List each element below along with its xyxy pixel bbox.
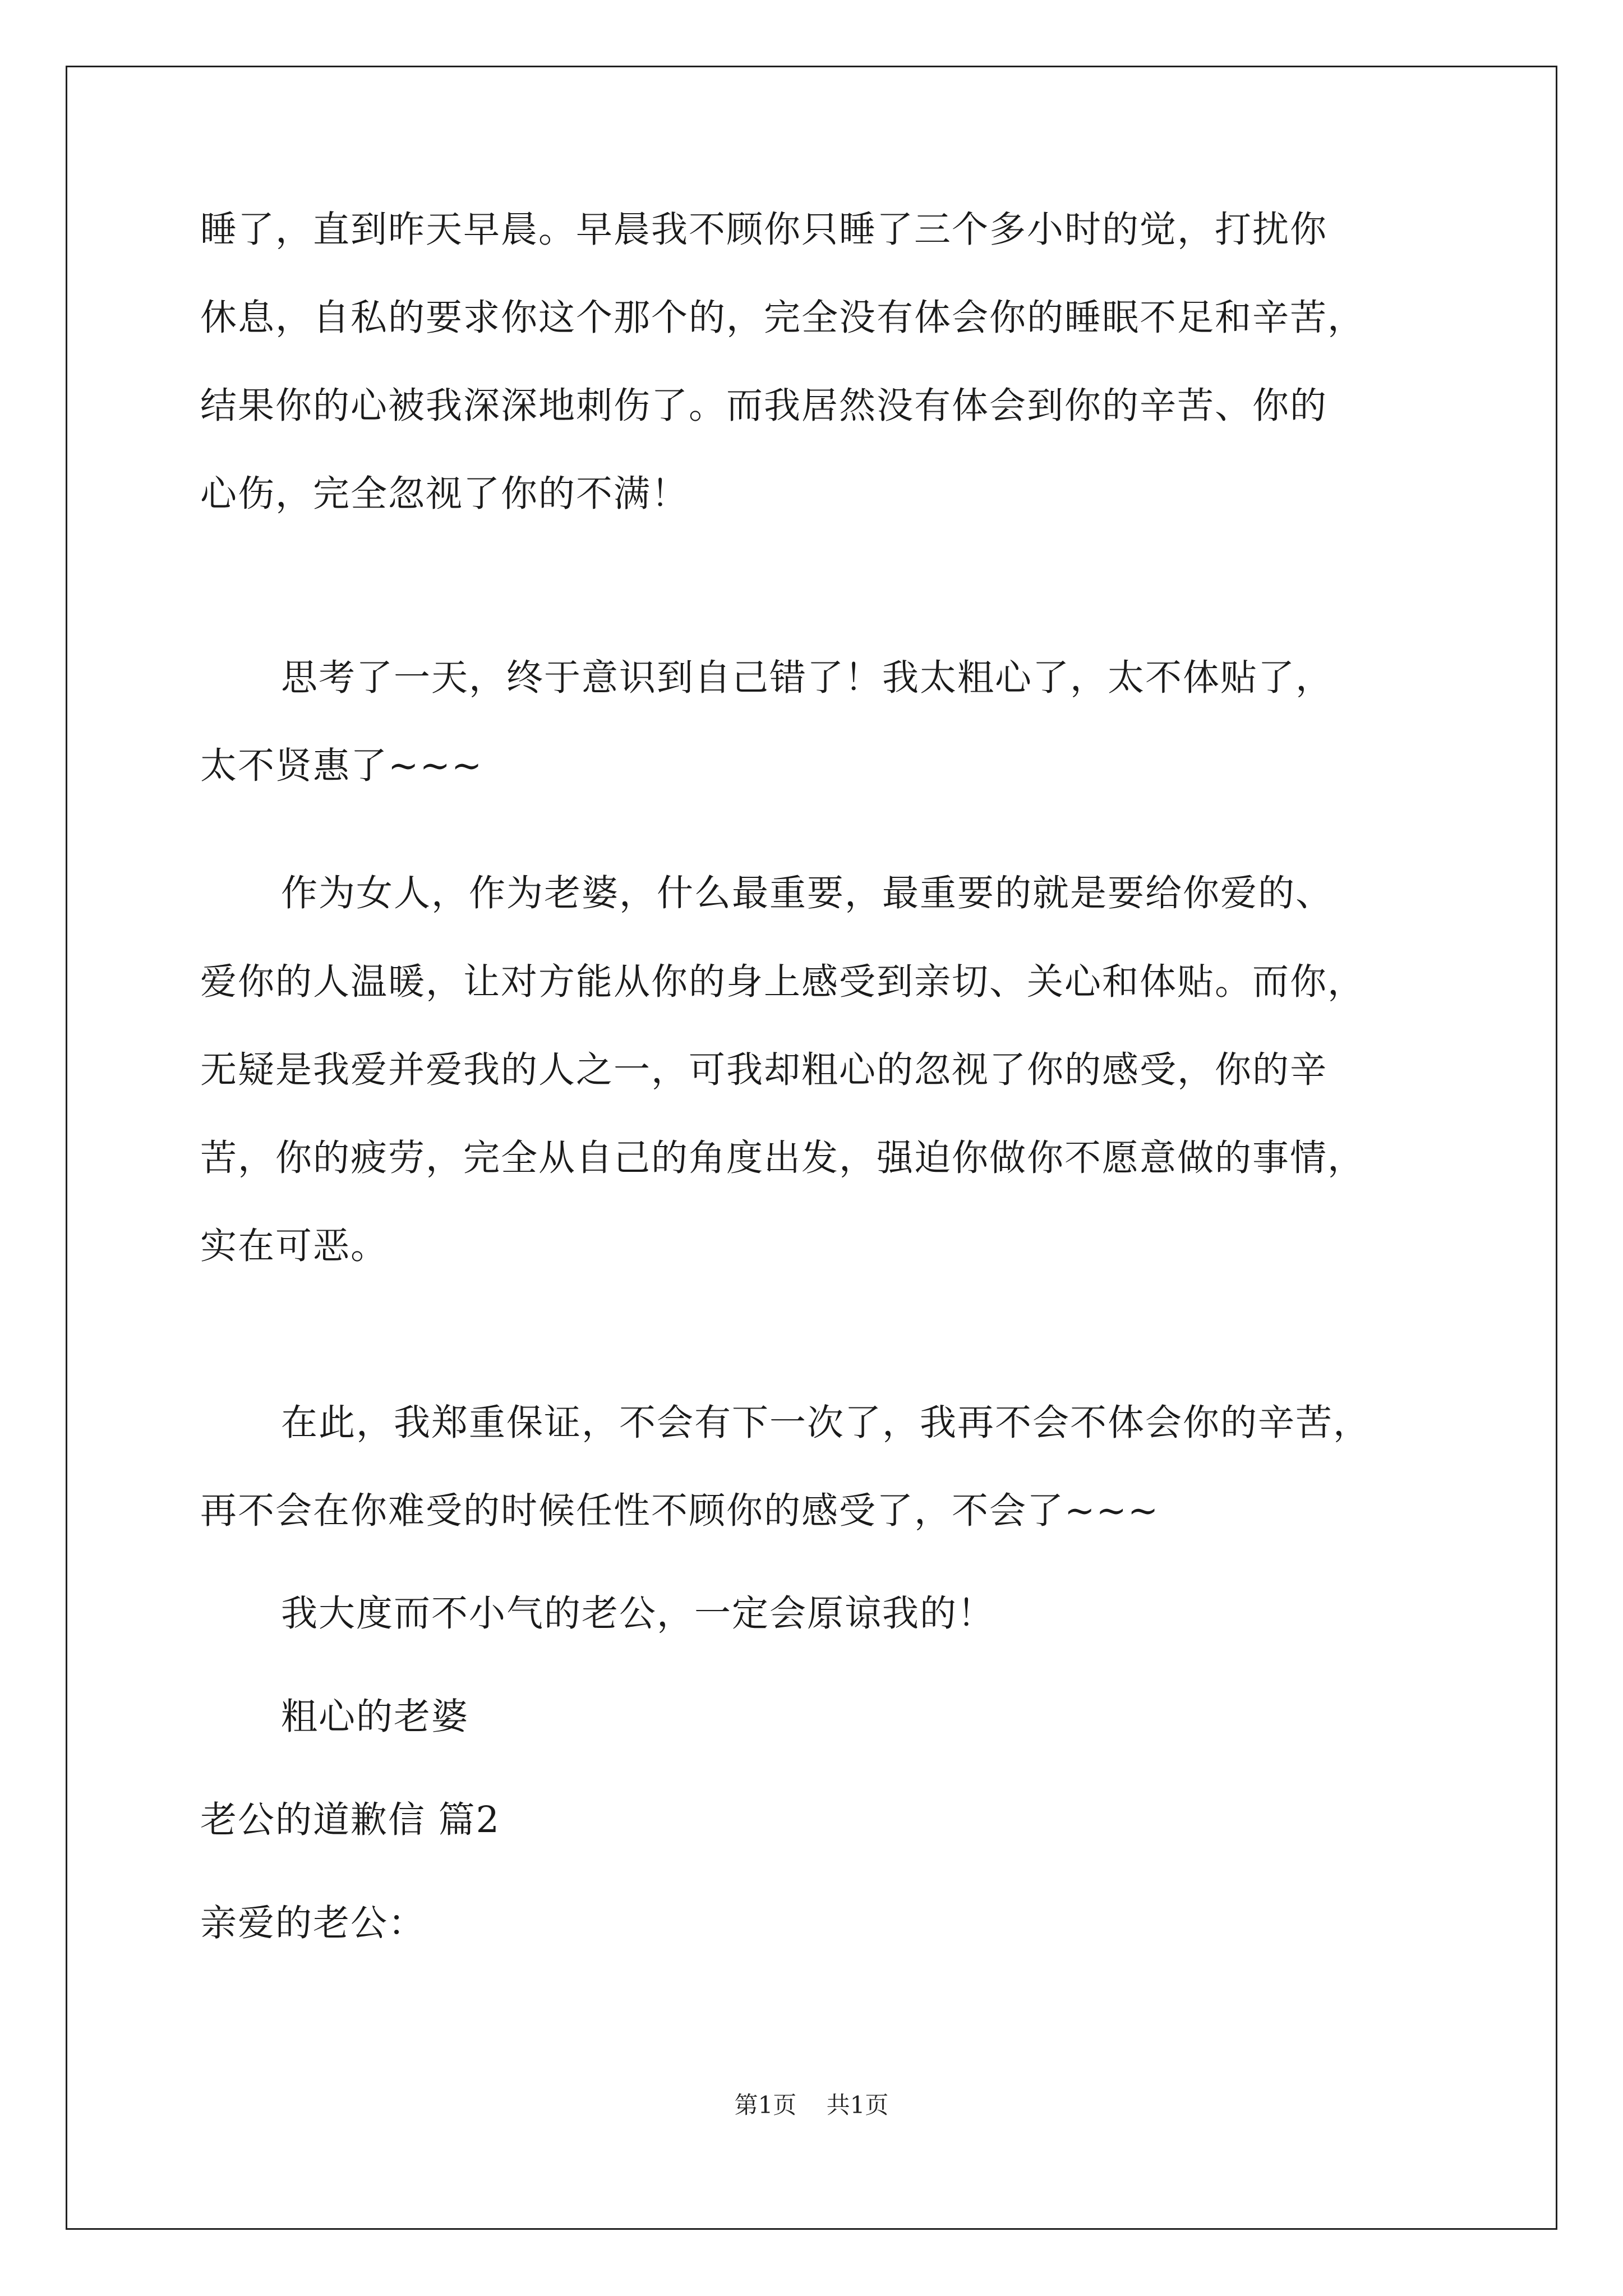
text-line: 休息，自私的要求你这个那个的，完全没有体会你的睡眠不足和辛苦， bbox=[200, 297, 1366, 339]
text-line: 实在可恶。 bbox=[200, 1225, 389, 1267]
text-line: 心伤，完全忽视了你的不满！ bbox=[200, 473, 689, 515]
text-line: 爱你的人温暖，让对方能从你的身上感受到亲切、关心和体贴。而你， bbox=[200, 961, 1366, 1003]
section-heading: 老公的道歉信 篇2 bbox=[200, 1799, 501, 1841]
page-number-current: 第1页 bbox=[734, 2091, 797, 2119]
salutation-line: 亲爱的老公： bbox=[200, 1902, 426, 1944]
text-line: 睡了，直到昨天早晨。早晨我不顾你只睡了三个多小时的觉，打扰你 bbox=[200, 209, 1328, 251]
signature-line: 粗心的老婆 bbox=[281, 1696, 469, 1738]
paragraph-first-line: 作为女人，作为老婆，什么最重要，最重要的就是要给你爱的、 bbox=[281, 872, 1334, 914]
page-footer bbox=[0, 2088, 1623, 2122]
paragraph-first-line: 在此，我郑重保证，不会有下一次了，我再不会不体会你的辛苦， bbox=[281, 1402, 1371, 1444]
paragraph-first-line: 思考了一天，终于意识到自己错了！我太粗心了，太不体贴了， bbox=[281, 657, 1334, 699]
page-number-total: 共1页 bbox=[826, 2091, 889, 2119]
text-line: 无疑是我爱并爱我的人之一，可我却粗心的忽视了你的感受，你的辛 bbox=[200, 1049, 1328, 1091]
text-line: 苦，你的疲劳，完全从自己的角度出发，强迫你做你不愿意做的事情， bbox=[200, 1137, 1366, 1179]
text-line: 太不贤惠了~~~ bbox=[200, 745, 483, 787]
text-line: 结果你的心被我深深地刺伤了。而我居然没有体会到你的辛苦、你的 bbox=[200, 385, 1328, 427]
closing-line: 我大度而不小气的老公，一定会原谅我的！ bbox=[281, 1593, 995, 1635]
text-line: 再不会在你难受的时候任性不顾你的感受了，不会了~~~ bbox=[200, 1490, 1160, 1532]
